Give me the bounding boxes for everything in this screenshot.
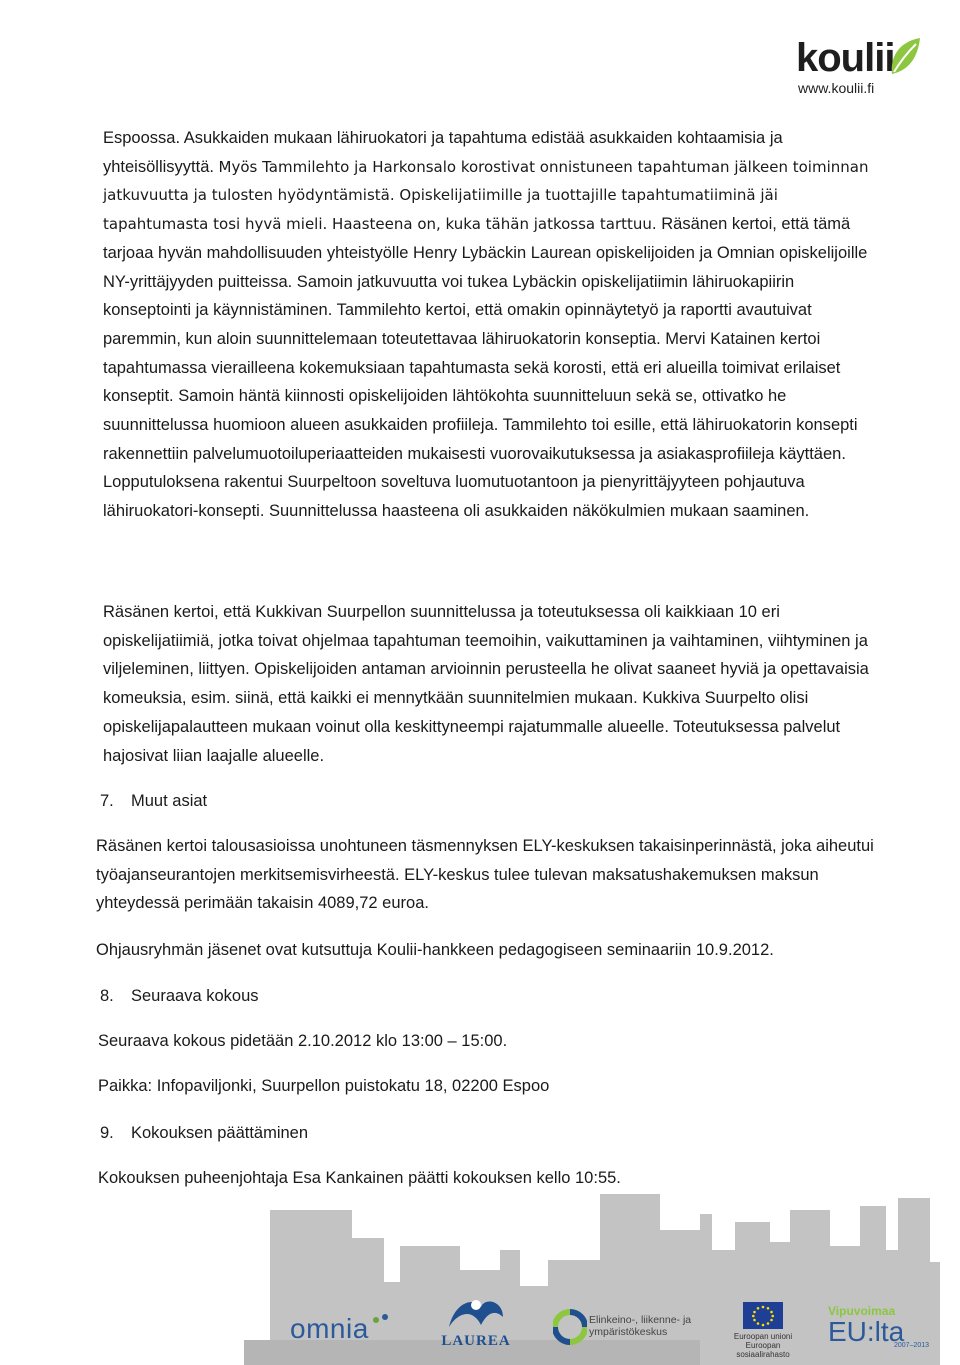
- section-8-paragraph-2: Paikka: Infopaviljonki, Suurpellon puistokatu 18, 02200 Espoo: [98, 1077, 550, 1095]
- logo-url: www.koulii.fi: [798, 80, 875, 96]
- koulii-logo: [796, 36, 936, 98]
- eu-flag-icon: [743, 1302, 783, 1329]
- ely-line-2: ympäristökeskus: [589, 1326, 668, 1338]
- eu-line-2: Euroopan sosiaalirahasto: [736, 1341, 790, 1359]
- section-title: Seuraava kokous: [131, 987, 259, 1005]
- vipuvoimaa-eu-logo: [828, 1304, 938, 1349]
- logo-text: koulii: [796, 36, 895, 80]
- vipu-years: 2007–2013: [894, 1342, 930, 1349]
- leaf-icon: [888, 36, 922, 76]
- paragraph-1-part-3: Räsänen kertoi, että tämä tarjoaa hyvän mahdollisuuden yhteistyölle Henry Lybäckin Laurean opiskelijoiden ja Omnian opiskelijoille NY-yrittäjyyden puitteissa. Samoin jatkuvuutta voi tukea Lybäckin opiskelijatiimin lähiruokapiirin konseptointi ja käynnistäminen. Tammilehto kertoi, että omakin opinnäytetyö ja raportti avautuivat paremmin, kun aloin suunnittelemaan toteutettavaa lähiruokatorin konseptia. Mervi Katainen kertoi tapahtumassa vierailleena kokemuksiaan tapahtumasta sekä korosti, että eri alueilla toimivat erilaiset konseptit. Samoin häntä kiinnosti opiskelijoiden lähtökohta suunnitteluun sekä se, ottivatko he suunnittelussa huomioon alueen asukkaiden profiileja. Tammilehto toi esille, että lähiruokatorin konsepti rakennettiin palvelumuotoiluperiaatteiden mukaisesti vuorovaikutuksessa ja asiakasprofiileja käyttäen. Lopputuloksena rakentui Suurpeltoon soveltuva luomutuotantoon ja pienyrittäjyyteen pohjautuva lähiruokatori-konsepti. Suunnittelussa haasteena oli asukkaiden näkökulmien mukaan saaminen.: [103, 215, 868, 521]
- vipu-line-2: EU:lta: [828, 1316, 905, 1347]
- section-number: 9.: [100, 1124, 114, 1142]
- ely-keskus-logo: [553, 1307, 691, 1347]
- section-number: 8.: [100, 987, 114, 1005]
- paragraph-1-part-1: Espoossa. Asukkaiden mukaan lähiruokatori ja tapahtuma edistää asukkaiden kohtaamisia ja yhteisöllisyyttä.: [103, 129, 783, 176]
- laurea-logo: [441, 1295, 511, 1350]
- section-title: Kokouksen päättäminen: [131, 1124, 309, 1142]
- eu-line-1: Euroopan unioni: [733, 1332, 793, 1341]
- laurea-emblem-icon: [445, 1295, 507, 1331]
- section-9-paragraph-1: Kokouksen puheenjohtaja Esa Kankainen päätti kokouksen kello 10:55.: [98, 1169, 621, 1187]
- eu-esr-logo: [722, 1302, 804, 1359]
- section-number: 7.: [100, 792, 114, 810]
- paragraph-1: [103, 124, 883, 526]
- section-9-heading: [100, 1122, 308, 1144]
- laurea-logo-text: LAUREA: [441, 1333, 511, 1349]
- omnia-logo-text: omnia: [290, 1313, 369, 1344]
- paragraph-2: Räsänen kertoi, että Kukkivan Suurpellon suunnittelussa ja toteutuksessa oli kaikkiaan 10 eri opiskelijatiimiä, jotka toivat ohjelmaa tapahtuman teemoihin, vaikuttaminen ja vaihtaminen, viihtyminen ja viljeleminen, liittyen. Opiskelijoiden antaman arvioinnin perusteella he olivat saaneet hyviä ja opettavaisia komeuksia, esim. siinä, että kaikki ei mennytkään suunnitelmien mukaan. Kukkiva Suurpelto olisi opiskelijapalautteen mukaan voinut olla keskittyneempi rajatummalle alueelle. Toteutuksessa palvelut hajosivat liian laajalle alueelle.: [103, 603, 869, 765]
- omnia-logo: [290, 1313, 391, 1345]
- omnia-dots-icon: [371, 1313, 391, 1327]
- vipu-line-1: Vipuvoimaa: [828, 1304, 896, 1318]
- section-8-heading: [100, 985, 259, 1007]
- paragraph-1-part-2: Myös Tammilehto ja Harkonsalo korostivat onnistuneen tapahtuman jälkeen toiminnan jatkuvuutta ja tulosten hyödyntämistä. Opiskelijatiimille ja tuottajille tapahtumatiiminä jäi tapahtumasta tosi hyvä mieli. Haasteena on, kuka tähän jatkossa tarttuu.: [103, 157, 869, 234]
- section-7-heading: [100, 790, 207, 812]
- section-7-paragraph-1: Räsänen kertoi talousasioissa unohtuneen täsmennyksen ELY-keskuksen takaisinperinnästä, joka aiheutui työajanseurantojen merkitsemisvirheestä. ELY-keskus tulee tulevan maksatushakemuksen maksun yhteydessä perimään takaisin 4089,72 euroa.: [96, 837, 874, 913]
- ely-swirl-icon: [553, 1307, 587, 1347]
- ely-line-1: Elinkeino-, liikenne- ja: [589, 1314, 692, 1326]
- section-7-paragraph-2: Ohjausryhmän jäsenet ovat kutsuttuja Koulii-hankkeen pedagogiseen seminaariin 10.9.2012.: [96, 941, 774, 959]
- section-title: Muut asiat: [131, 792, 208, 810]
- section-8-paragraph-1: Seuraava kokous pidetään 2.10.2012 klo 13:00 – 15:00.: [98, 1032, 508, 1050]
